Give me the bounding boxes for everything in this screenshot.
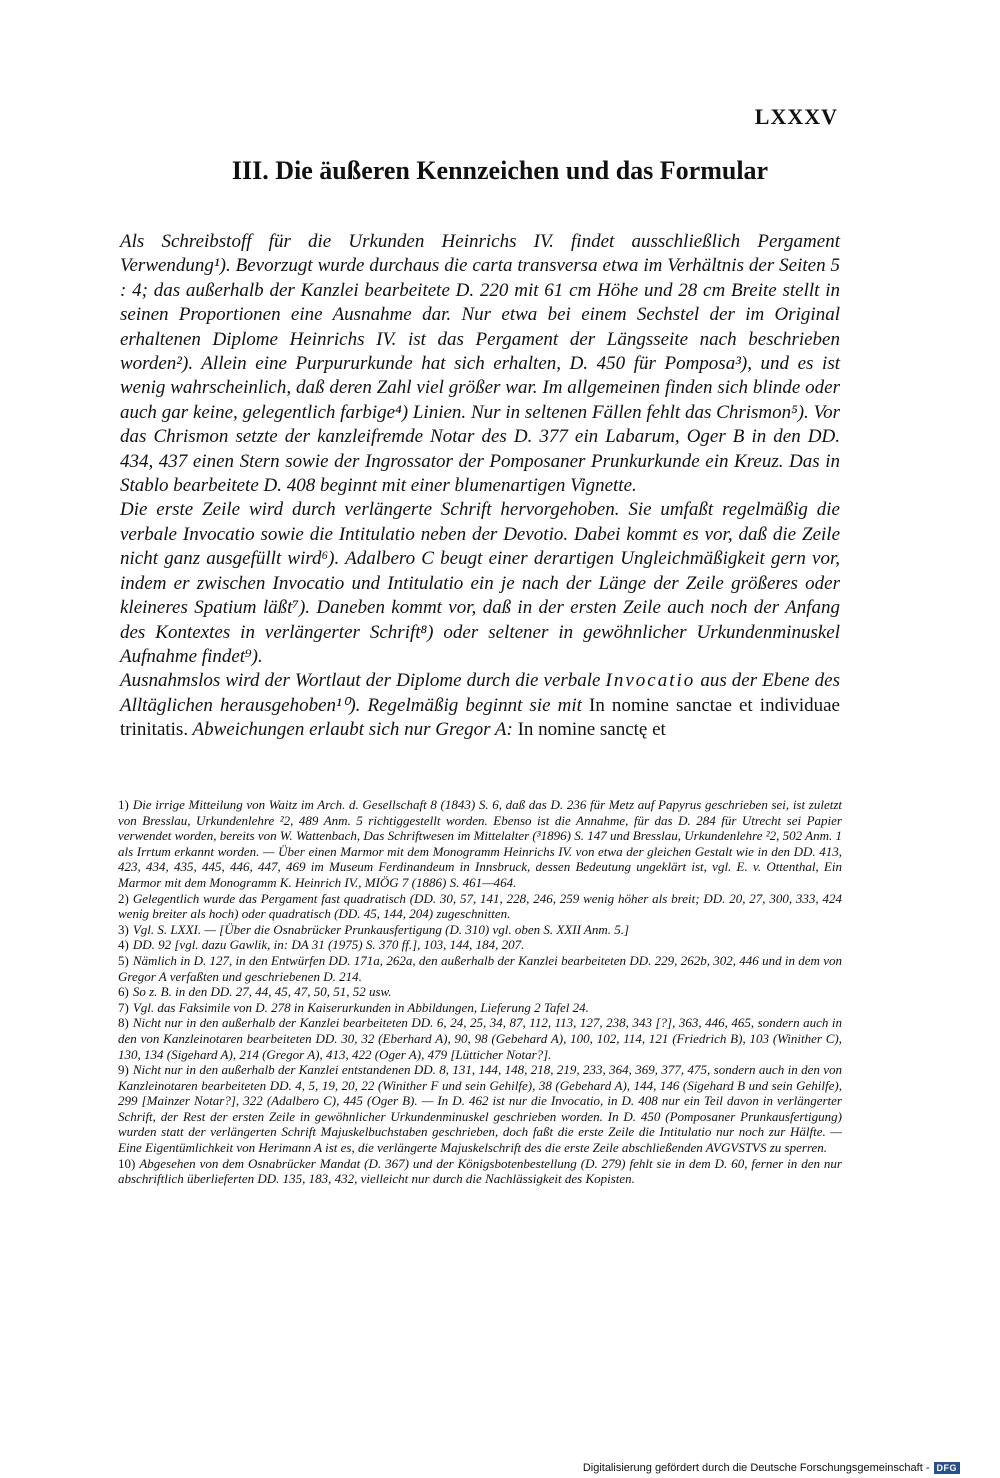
footer-credit <box>583 1462 960 1474</box>
chapter-title: III. Die äußeren Kennzeichen und das Formular <box>231 156 769 185</box>
paragraph-3-a: Ausnahmslos wird der Wortlaut der Diplome durch die verbale <box>120 670 606 692</box>
footnote-9 <box>118 1062 842 1156</box>
footnote-text: Vgl. S. LXXI. — [Über die Osnabrücker Prunkausfertigung (D. 310) vgl. oben S. XXII Anm. 5.] <box>132 921 630 937</box>
page-number: LXXXV <box>754 104 838 129</box>
paragraph-2: Die erste Zeile wird durch verlängerte Schrift hervorgehoben. Sie umfaßt regelmäßig die verbale Invocatio sowie die Intitulatio neben der Devotio. Dabei kommt es vor, daß die Zeile nicht ganz ausgefüllt wird⁶). Adalbero C beugt einer derartigen Ungleichmäßigkeit gern vor, indem er zwischen Invocatio und Intitulatio ein je nach der Länge der Zeile größeres oder kleineres Spatium läßt⁷). Daneben kommt vor, daß in der ersten Zeile auch noch der Anfang des Kontextes in verlängerter Schrift⁸) oder seltener in gewöhnlicher Urkundenminuskel Aufnahme findet⁹). <box>120 499 840 667</box>
paragraph-3-b: Invocatio <box>605 670 696 692</box>
paragraph-1: Als Schreibstoff für die Urkunden Heinrichs IV. findet ausschließlich Pergament Verwendung¹). Bevorzugt wurde durchaus die carta transversa etwa im Verhältnis der Seiten 5 : 4; das außerhalb der Kanzlei bearbeitete D. 220 mit 61 cm Höhe und 28 cm Breite stellt in seinen Proportionen eine Ausnahme dar. Nur etwa bei einem Sechstel der im Original erhaltenen Diplome Heinrichs IV. ist das Pergament der Längsseite nach beschrieben worden²). Allein eine Purpururkunde hat sich erhalten, D. 450 für Pomposa³), und es ist wenig wahrscheinlich, daß deren Zahl viel größer war. Im allgemeinen finden sich blinde oder auch gar keine, gelegentlich farbige⁴) Linien. Nur in seltenen Fällen fehlt das Chrismon⁵). Vor das Chrismon setzte der kanzleifremde Notar des D. 377 ein Labarum, Oger B in den DD. 434, 437 einen Stern sowie der Ingrossator der Pomposaner Prunkurkunde ein Kreuz. Das in Stablo bearbeitete D. 408 beginnt mit einer blumenartigen Vignette. <box>120 231 840 497</box>
footnote-text: Nämlich in D. 127, in den Entwürfen DD. 171a, 262a, den außerhalb der Kanzlei bearbeiteten DD. 229, 262b, 302, 446 und in dem von Gregor A verfaßten und geschriebenen D. 214. <box>118 952 842 984</box>
footnote-6 <box>118 984 842 1000</box>
footnote-number: 6) <box>118 984 129 1000</box>
footnote-text: Abgesehen von dem Osnabrücker Mandat (D. 367) und der Königsbotenbestellung (D. 279) fehlt sie in dem D. 60, ferner in den nur abschriftlich überlieferten DD. 135, 183, 432, vielleicht nur durch die Nachlässigkeit des Kopisten. <box>118 1155 842 1187</box>
footnote-text: Die irrige Mitteilung von Waitz im Arch. d. Gesellschaft 8 (1843) S. 6, daß das D. 236 für Metz auf Papyrus geschrieben sei, ist zuletzt von Bresslau, Urkundenlehre ²2, 489 Anm. 5 richtiggestellt worden. Ebenso ist die Annahme, für das D. 284 für Utrecht sei Papier verwendet worden, bereits von W. Wattenbach, Das Schriftwesen im Mittelalter (³1896) S. 147 und Bresslau, Urkundenlehre ²2, 502 Anm. 1 als Irrtum erkannt worden. — Über einen Marmor mit dem Monogramm Heinrichs IV. von etwa der gleichen Gestalt wie in den DD. 413, 423, 434, 435, 445, 446, 447, 469 im Museum Ferdinandeum in Innsbruck, dessen Bedeutung ungeklärt ist, vgl. E. v. Ottenthal, Ein Marmor mit dem Monogramm K. Heinrich IV., MIÖG 7 (1886) S. 461—464. <box>118 797 842 890</box>
footer-credit-text: Digitalisierung gefördert durch die Deutsche Forschungsgemeinschaft - <box>582 1462 930 1474</box>
paragraph-3 <box>120 669 840 742</box>
footnote-10 <box>118 1156 842 1187</box>
footnote-number: 10) <box>118 1155 136 1171</box>
footnote-7 <box>118 1000 842 1016</box>
paragraph-3-d: In nomine sanctae et individuae trinitatis. <box>120 694 840 741</box>
footnote-text: Vgl. das Faksimile von D. 278 in Kaiserurkunden in Abbildungen, Lieferung 2 Tafel 24. <box>132 999 589 1015</box>
paragraph-3-c: aus der Ebene des Alltäglichen herausgehoben¹⁰). Regelmäßig beginnt sie mit <box>120 670 840 716</box>
footnote-text: Nicht nur in den außerhalb der Kanzlei entstandenen DD. 8, 131, 144, 148, 218, 219, 233, 364, 369, 377, 475, sondern auch in den von Kanzleinotaren bearbeiteten DD. 4, 5, 19, 20, 22 (Winither F und sein Gehilfe), 38 (Gebehard A), 144, 146 (Sigehard B und sein Gehilfe), 299 [Mainzer Notar?], 322 (Adalbero C), 445 (Oger B). — In D. 462 ist nur die Invocatio, in D. 408 nur ein Teil davon in verlängerter Schrift, der Rest der ersten Zeile in gewöhnlicher Urkundenminuskel geschrieben worden. In D. 450 (Pomposaner Prunkausfertigung) wurden statt der verlängerten Schrift Majuskelbuchstaben geschrieben, doch faßt die erste Zeile die Intitulatio nur noch zur Hälfte. — Eine Eigentümlichkeit von Herimann A ist es, die verlängerte Majuskelschrift des die erste Zeile abschließenden AVGVSTVS zu sperren. <box>118 1062 842 1156</box>
footnote-number: 8) <box>118 1015 129 1031</box>
footnote-text: DD. 92 [vgl. dazu Gawlik, in: DA 31 (1975) S. 370 ff.], 103, 144, 184, 207. <box>132 937 525 953</box>
paragraph-3-e: Abweichungen erlaubt sich nur Gregor A: <box>188 719 518 741</box>
footnote-3 <box>118 922 842 938</box>
footnote-text: Nicht nur in den außerhalb der Kanzlei bearbeiteten DD. 6, 24, 25, 34, 87, 112, 113, 127, 238, 343 [?], 363, 446, 465, sondern auch in den von Kanzleinotaren bearbeiteten DD. 30, 32 (Eberhard A), 90, 98 (Gebehard A), 100, 102, 114, 121 (Friedrich B), 103 (Winither C), 130, 134 (Sigehard A), 214 (Gregor A), 413, 422 (Oger A), 479 [Lütticher Notar?]. <box>118 1015 842 1062</box>
footnote-text: So z. B. in den DD. 27, 44, 45, 47, 50, 51, 52 usw. <box>132 984 392 1000</box>
footnote-1 <box>118 797 842 891</box>
footnote-4 <box>118 937 842 953</box>
paragraph-3-f: In nomine sanctę et <box>517 719 666 741</box>
body-text <box>120 230 840 743</box>
footnote-number: 3) <box>118 921 129 937</box>
footnote-number: 5) <box>118 952 129 968</box>
footnote-8 <box>118 1015 842 1062</box>
footnotes <box>118 797 842 1187</box>
footnote-number: 7) <box>118 999 129 1015</box>
footnote-number: 9) <box>118 1062 129 1078</box>
footnote-2 <box>118 891 842 922</box>
footnote-number: 1) <box>118 797 129 812</box>
footnote-number: 2) <box>118 890 129 906</box>
footnote-5 <box>118 953 842 984</box>
dfg-logo: DFG <box>934 1462 961 1474</box>
footnote-text: Gelegentlich wurde das Pergament fast quadratisch (DD. 30, 57, 141, 228, 246, 259 wenig höher als breit; DD. 20, 27, 300, 333, 424 wenig breiter als hoch) oder quadratisch (DD. 45, 144, 204) zugeschnitten. <box>118 890 842 922</box>
footnote-number: 4) <box>118 937 129 953</box>
